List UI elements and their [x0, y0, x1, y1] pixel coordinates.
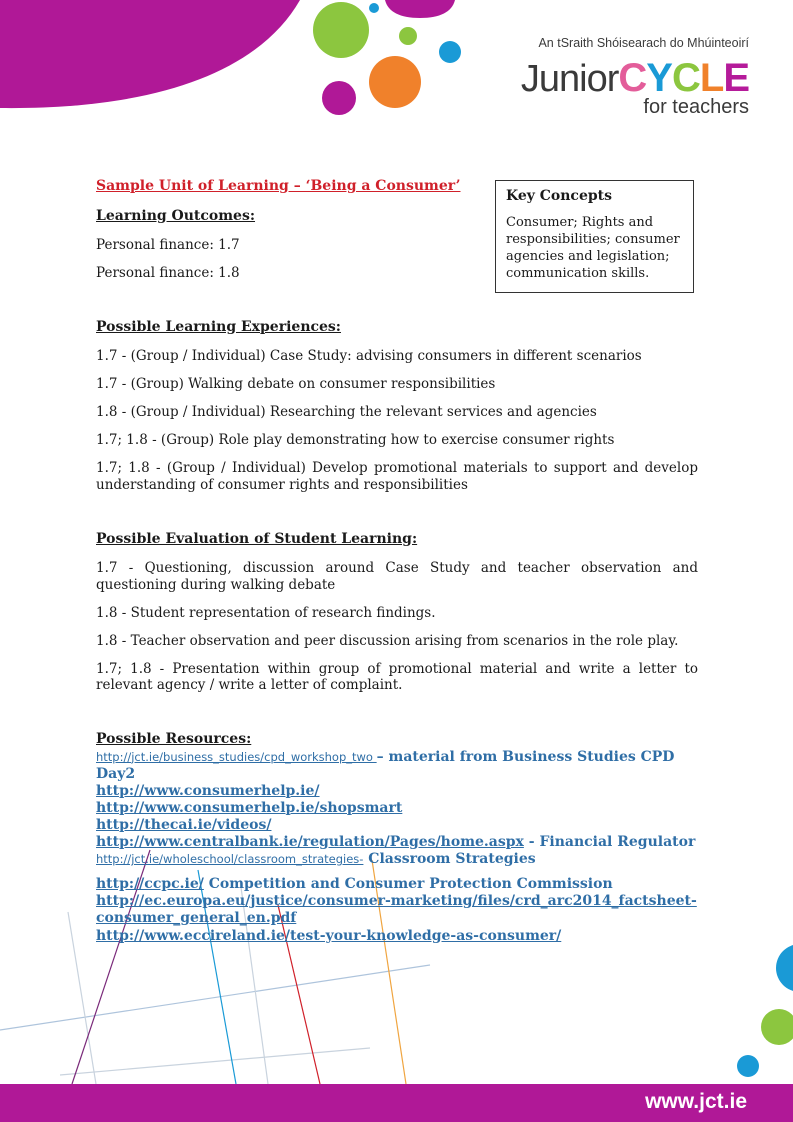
- green-circle-large: [313, 2, 369, 58]
- evaluation-heading: Possible Evaluation of Student Learning:: [96, 530, 418, 547]
- blue-dot-right: [737, 1055, 759, 1077]
- resource-description: Classroom Strategies: [363, 851, 536, 868]
- purple-circle-top: [385, 0, 455, 18]
- resource-link[interactable]: http://www.consumerhelp.ie/shopsmart: [96, 799, 403, 816]
- key-concepts-heading: Key Concepts: [506, 188, 613, 204]
- learning-experience-item: 1.7 - (Group / Individual) Case Study: advising consumers in different scenarios: [96, 348, 642, 365]
- evaluation-item: 1.7 - Questioning, discussion around Case Study and teacher observation and questioning during walking debate: [96, 560, 698, 593]
- resource-item: [96, 834, 698, 851]
- learning-outcomes-heading: Learning Outcomes:: [96, 207, 256, 224]
- resource-item: [96, 851, 698, 868]
- resource-description: Competition and Consumer Protection Commission: [203, 876, 613, 893]
- logo-cycle: CYCLE: [618, 56, 749, 100]
- resource-item: [96, 893, 698, 927]
- key-concepts-text: Consumer; Rights and responsibilities; consumer agencies and legislation; communication skills.: [506, 215, 680, 281]
- resource-item: [96, 749, 698, 783]
- resources-heading: Possible Resources:: [96, 731, 252, 748]
- resource-link[interactable]: http://www.centralbank.ie/regulation/Pages/home.aspx: [96, 834, 524, 851]
- logo-wordmark: [521, 58, 749, 98]
- purple-circle-small: [322, 81, 356, 115]
- document-body: [96, 178, 698, 945]
- footer-url[interactable]: www.jct.ie: [645, 1090, 747, 1113]
- purple-swoosh-shape: [0, 0, 300, 108]
- green-dot-small: [399, 27, 417, 45]
- evaluation-item: 1.8 - Teacher observation and peer discussion arising from scenarios in the role play.: [96, 632, 679, 649]
- resource-link[interactable]: http://ccpc.ie/: [96, 876, 204, 893]
- junior-cycle-logo: [521, 36, 749, 119]
- evaluation-item: 1.7; 1.8 - Presentation within group of promotional material and write a letter to relevant agency / write a letter of complaint.: [96, 660, 698, 694]
- resource-link[interactable]: http://ec.europa.eu/justice/consumer-marketing/files/crd_arc2014_factsheet-consumer_general_en.pdf: [96, 893, 697, 927]
- orange-circle: [369, 56, 421, 108]
- resource-item: [96, 800, 698, 817]
- resource-link[interactable]: http://jct.ie/wholeschool/classroom_strategies-: [96, 852, 364, 867]
- resource-link[interactable]: http://thecai.ie/videos/: [96, 817, 272, 834]
- resource-item: [96, 876, 698, 893]
- learning-outcome-item: Personal finance: 1.7: [96, 237, 240, 253]
- learning-experiences-heading: Possible Learning Experiences:: [96, 318, 341, 335]
- logo-for-teachers: for teachers: [643, 96, 749, 118]
- learning-experience-item: 1.7; 1.8 - (Group / Individual) Develop promotional materials to support and develop understanding of consumer rights and responsibilities: [96, 459, 698, 493]
- resource-description: – material from Business Studies CPD Day2: [96, 748, 675, 782]
- resource-link[interactable]: http://www.consumerhelp.ie/: [96, 782, 320, 799]
- learning-experience-item: 1.7; 1.8 - (Group) Role play demonstrating how to exercise consumer rights: [96, 431, 615, 448]
- resource-description: - Financial Regulator: [523, 834, 696, 851]
- blue-circle-right: [776, 944, 793, 992]
- unit-title: Sample Unit of Learning – ‘Being a Consumer’: [96, 178, 461, 194]
- resource-link[interactable]: http://www.eccireland.ie/test-your-knowledge-as-consumer/: [96, 927, 562, 944]
- learning-experience-item: 1.7 - (Group) Walking debate on consumer responsibilities: [96, 376, 496, 393]
- learning-outcome-item: Personal finance: 1.8: [96, 264, 240, 281]
- blue-circle-small: [439, 41, 461, 63]
- logo-junior: Junior: [520, 58, 619, 100]
- learning-experience-item: 1.8 - (Group / Individual) Researching the relevant services and agencies: [96, 404, 597, 420]
- resource-link[interactable]: http://jct.ie/business_studies/cpd_workshop_two: [96, 749, 377, 764]
- resource-item: [96, 928, 698, 945]
- green-circle-right: [761, 1009, 793, 1045]
- footer-bar: [0, 1084, 793, 1122]
- resource-item: [96, 783, 698, 800]
- resource-item: [96, 817, 698, 834]
- logo-tagline: An tSraith Shóisearach do Mhúinteoirí: [538, 36, 749, 50]
- evaluation-item: 1.8 - Student representation of research findings.: [96, 604, 436, 621]
- blue-dot-small: [369, 3, 379, 13]
